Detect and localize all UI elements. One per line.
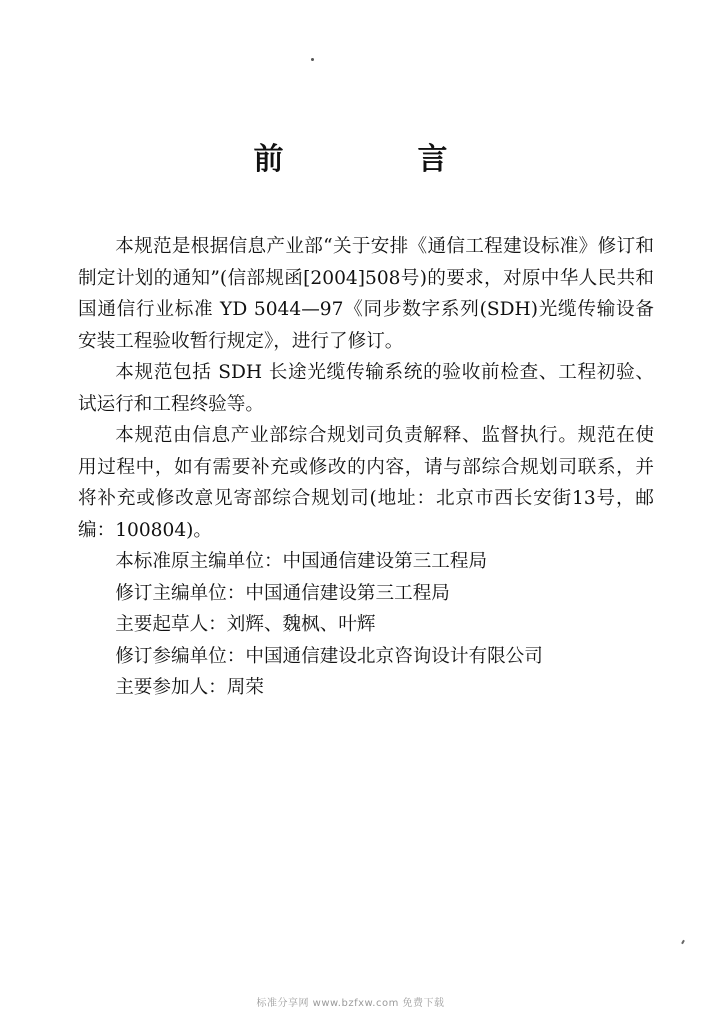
paragraph-basis: 本规范是根据信息产业部“关于安排《通信工程建设标准》修订和制定计划的通知”(信部规函[2004]508号)的要求，对原中华人民共和国通信行业标准 YD 5044—97《同步数字系列(SDH)光缆传输设备安装工程验收暂行规定》，进行了修订。: [78, 236, 654, 352]
credit-original-editor: 本标准原主编单位：中国通信建设第三工程局: [115, 551, 488, 572]
paragraph-scope: 本规范包括 SDH 长途光缆传输系统的验收前检查、工程初验、试运行和工程终验等。: [78, 362, 654, 415]
scan-speck: [681, 940, 685, 944]
paragraph-contact: 本规范由信息产业部综合规划司负责解释、监督执行。规范在使用过程中，如有需要补充或修改的内容，请与部综合规划司联系，并将补充或修改意见寄部综合规划司(地址：北京市西长安街13号，邮编：100804)。: [78, 425, 654, 541]
credit-revision-participant: 修订参编单位：中国通信建设北京咨询设计有限公司: [115, 645, 543, 667]
document-body: [78, 231, 654, 704]
scan-speck: [311, 58, 314, 61]
credit-revision-editor: 修订主编单位：中国通信建设第三工程局: [115, 582, 450, 604]
watermark-footer: 标准分享网 www.bzfxw.com 免费下载: [256, 998, 445, 1009]
page-title: 前 言: [253, 142, 500, 177]
credit-main-participants: 主要参加人：周荣: [115, 677, 264, 698]
credit-main-drafters: 主要起草人：刘辉、魏枫、叶辉: [115, 614, 376, 635]
